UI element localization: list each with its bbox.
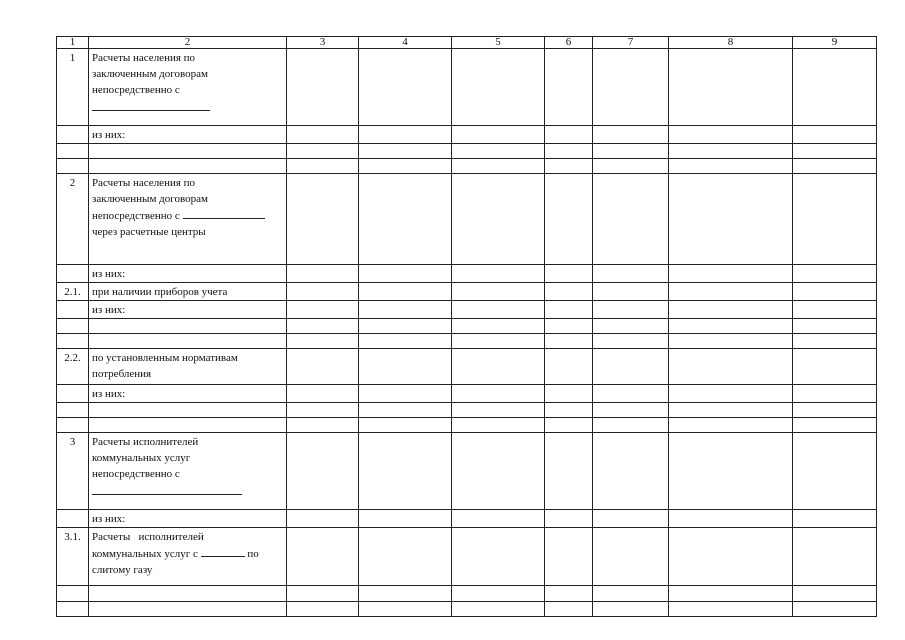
table-row bbox=[57, 283, 877, 301]
data-cell[interactable] bbox=[545, 433, 593, 510]
data-cell[interactable] bbox=[793, 385, 877, 403]
row-number bbox=[57, 510, 89, 528]
data-cell[interactable] bbox=[669, 433, 793, 510]
data-cell[interactable] bbox=[545, 126, 593, 144]
data-cell[interactable] bbox=[593, 433, 669, 510]
description-text: непосредственно с bbox=[92, 210, 180, 222]
data-cell[interactable] bbox=[359, 126, 452, 144]
data-cell[interactable] bbox=[669, 126, 793, 144]
table-row bbox=[57, 418, 877, 433]
column-header: 9 bbox=[793, 37, 877, 49]
data-cell[interactable] bbox=[359, 510, 452, 528]
fill-in-blank[interactable] bbox=[92, 98, 210, 111]
row-description bbox=[89, 528, 287, 586]
table-row bbox=[57, 334, 877, 349]
data-cell[interactable] bbox=[359, 385, 452, 403]
row-number bbox=[57, 265, 89, 283]
data-cell[interactable] bbox=[545, 349, 593, 385]
data-cell[interactable] bbox=[359, 528, 452, 586]
data-cell[interactable] bbox=[452, 349, 545, 385]
fill-in-blank[interactable] bbox=[92, 482, 242, 495]
description-line: Расчеты населения по bbox=[92, 177, 196, 189]
column-header: 2 bbox=[89, 37, 287, 49]
table-row bbox=[57, 433, 877, 510]
row-number bbox=[57, 301, 89, 319]
column-header: 4 bbox=[359, 37, 452, 49]
data-cell[interactable] bbox=[452, 385, 545, 403]
subtotal-label: из них: bbox=[89, 301, 287, 319]
data-cell[interactable] bbox=[545, 528, 593, 586]
subtotal-label: из них: bbox=[89, 385, 287, 403]
data-cell[interactable] bbox=[669, 301, 793, 319]
row-number: 2.2. bbox=[57, 349, 89, 385]
data-cell[interactable] bbox=[452, 265, 545, 283]
description-text: коммунальных услуг с bbox=[92, 548, 198, 560]
column-header: 3 bbox=[287, 37, 359, 49]
description-line: непосредственно с bbox=[92, 468, 180, 480]
description-line bbox=[92, 207, 283, 224]
table-row bbox=[57, 265, 877, 283]
table-row bbox=[57, 159, 877, 174]
description-line: заключенным договорам bbox=[92, 68, 208, 80]
data-cell[interactable] bbox=[359, 283, 452, 301]
data-cell[interactable] bbox=[793, 301, 877, 319]
row-description bbox=[89, 49, 287, 126]
data-cell[interactable] bbox=[593, 301, 669, 319]
description-line: заключенным договорам bbox=[92, 193, 208, 205]
data-cell[interactable] bbox=[593, 49, 669, 126]
row-number: 3.1. bbox=[57, 528, 89, 586]
data-cell[interactable] bbox=[287, 528, 359, 586]
row-description bbox=[89, 174, 287, 265]
data-cell[interactable] bbox=[287, 49, 359, 126]
data-cell[interactable] bbox=[593, 126, 669, 144]
subtotal-label: из них: bbox=[89, 265, 287, 283]
row-number bbox=[57, 126, 89, 144]
data-cell[interactable] bbox=[669, 174, 793, 265]
data-cell[interactable] bbox=[793, 349, 877, 385]
subtotal-label: из них: bbox=[89, 126, 287, 144]
data-cell[interactable] bbox=[593, 265, 669, 283]
data-cell[interactable] bbox=[452, 528, 545, 586]
data-cell[interactable] bbox=[669, 49, 793, 126]
data-cell[interactable] bbox=[287, 283, 359, 301]
description-line: слитому газу bbox=[92, 564, 153, 576]
data-cell[interactable] bbox=[793, 265, 877, 283]
data-cell[interactable] bbox=[793, 528, 877, 586]
description-line: непосредственно с bbox=[92, 84, 180, 96]
data-cell[interactable] bbox=[793, 126, 877, 144]
data-cell[interactable] bbox=[452, 126, 545, 144]
data-cell[interactable] bbox=[287, 301, 359, 319]
data-cell[interactable] bbox=[545, 49, 593, 126]
table-row bbox=[57, 602, 877, 617]
data-cell[interactable] bbox=[545, 301, 593, 319]
data-cell[interactable] bbox=[593, 510, 669, 528]
description-line: через расчетные центры bbox=[92, 226, 206, 238]
description-text: по bbox=[247, 548, 259, 560]
data-cell[interactable] bbox=[452, 283, 545, 301]
data-cell[interactable] bbox=[793, 510, 877, 528]
table-row bbox=[57, 49, 877, 126]
row-number bbox=[57, 385, 89, 403]
row-number: 1 bbox=[57, 49, 89, 126]
description-line: по установленным нормативам bbox=[92, 352, 238, 364]
data-cell[interactable] bbox=[287, 174, 359, 265]
description-line: Расчеты населения по bbox=[92, 52, 196, 64]
data-cell[interactable] bbox=[669, 349, 793, 385]
data-cell[interactable] bbox=[545, 265, 593, 283]
description-line bbox=[92, 545, 283, 562]
data-cell[interactable] bbox=[452, 49, 545, 126]
data-cell[interactable] bbox=[452, 510, 545, 528]
data-cell[interactable] bbox=[359, 433, 452, 510]
description-line: коммунальных услуг bbox=[92, 452, 191, 464]
description-line: потребления bbox=[92, 368, 152, 380]
column-header: 1 bbox=[57, 37, 89, 49]
data-cell[interactable] bbox=[287, 510, 359, 528]
data-cell[interactable] bbox=[669, 283, 793, 301]
data-cell[interactable] bbox=[545, 283, 593, 301]
column-header: 6 bbox=[545, 37, 593, 49]
table-row bbox=[57, 126, 877, 144]
table-row bbox=[57, 319, 877, 334]
row-number: 3 bbox=[57, 433, 89, 510]
data-cell[interactable] bbox=[545, 174, 593, 265]
table-row bbox=[57, 385, 877, 403]
description-line: Расчеты исполнителей bbox=[92, 531, 204, 543]
table-row bbox=[57, 510, 877, 528]
data-cell[interactable] bbox=[452, 433, 545, 510]
row-description bbox=[89, 349, 287, 385]
row-description: при наличии приборов учета bbox=[89, 283, 287, 301]
subtotal-label: из них: bbox=[89, 510, 287, 528]
data-cell[interactable] bbox=[669, 510, 793, 528]
data-cell[interactable] bbox=[593, 528, 669, 586]
data-cell[interactable] bbox=[669, 265, 793, 283]
data-cell[interactable] bbox=[287, 349, 359, 385]
row-number: 2.1. bbox=[57, 283, 89, 301]
data-cell[interactable] bbox=[793, 49, 877, 126]
fill-in-blank[interactable] bbox=[183, 207, 265, 219]
data-cell[interactable] bbox=[793, 433, 877, 510]
table-row bbox=[57, 349, 877, 385]
row-number: 2 bbox=[57, 174, 89, 265]
table-row bbox=[57, 174, 877, 265]
data-cell[interactable] bbox=[793, 174, 877, 265]
data-cell[interactable] bbox=[359, 265, 452, 283]
data-cell[interactable] bbox=[452, 174, 545, 265]
table-row bbox=[57, 528, 877, 586]
data-cell[interactable] bbox=[593, 283, 669, 301]
data-cell[interactable] bbox=[287, 385, 359, 403]
data-cell[interactable] bbox=[287, 433, 359, 510]
fill-in-blank[interactable] bbox=[201, 545, 245, 557]
report-form-table bbox=[56, 36, 877, 617]
data-cell[interactable] bbox=[359, 349, 452, 385]
data-cell[interactable] bbox=[287, 265, 359, 283]
data-cell[interactable] bbox=[669, 385, 793, 403]
data-cell[interactable] bbox=[359, 174, 452, 265]
table-row bbox=[57, 301, 877, 319]
data-cell[interactable] bbox=[545, 385, 593, 403]
column-header: 7 bbox=[593, 37, 669, 49]
row-description bbox=[89, 433, 287, 510]
table-row bbox=[57, 144, 877, 159]
data-cell[interactable] bbox=[452, 301, 545, 319]
column-header: 8 bbox=[669, 37, 793, 49]
column-number-row bbox=[57, 37, 877, 49]
data-cell[interactable] bbox=[545, 510, 593, 528]
data-cell[interactable] bbox=[287, 126, 359, 144]
column-header: 5 bbox=[452, 37, 545, 49]
table-row bbox=[57, 403, 877, 418]
data-cell[interactable] bbox=[359, 49, 452, 126]
data-cell[interactable] bbox=[593, 349, 669, 385]
description-line: Расчеты исполнителей bbox=[92, 436, 199, 448]
data-cell[interactable] bbox=[359, 301, 452, 319]
table-row bbox=[57, 586, 877, 602]
data-cell[interactable] bbox=[669, 528, 793, 586]
data-cell[interactable] bbox=[593, 174, 669, 265]
data-cell[interactable] bbox=[793, 283, 877, 301]
data-cell[interactable] bbox=[593, 385, 669, 403]
